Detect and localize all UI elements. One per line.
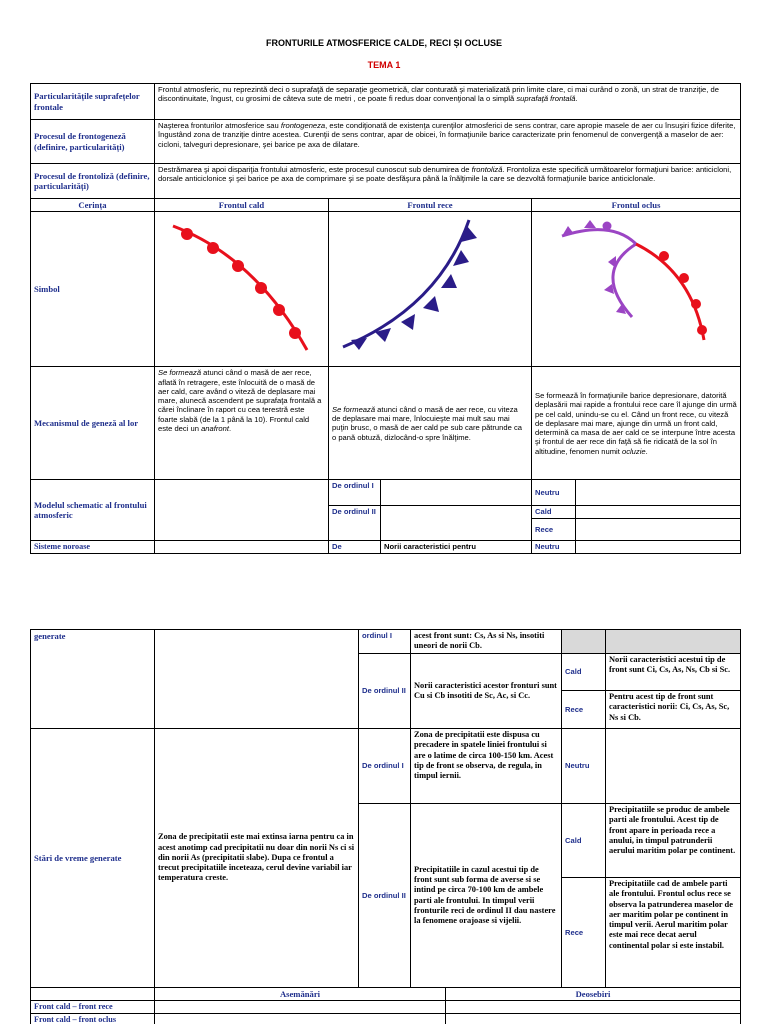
asemanari-cald-rece: [155, 1001, 446, 1014]
stari-ordinul-1-text: Zona de precipitatii este dispusa cu precadere in spatele liniei frontului si are o latime de circa 100-150 km. Acest tip de front se observa, de regula, in timpul iernii.: [411, 729, 562, 804]
stari-cald-oclus-text: Precipitatiile se produc de ambele parti ale frontului. Acest tip de front apare in perioada rece a anului, in timpul patrunderii aerului maritim polar pe continent.: [606, 804, 741, 878]
row-front-cald-front-oclus: Front cald – front oclus: [31, 1014, 155, 1024]
occluded-front-symbol: [532, 212, 739, 365]
model-rece-value: [576, 518, 741, 540]
model-ordinul-1-value: [381, 480, 532, 506]
deosebiri-cald-rece: [446, 1001, 741, 1014]
header-front-cald: Frontul cald: [155, 199, 329, 212]
sisteme-neutru-top-value: [576, 540, 741, 553]
mecanism-rece: Se formează atunci când o masă de aer rece, cu viteza de deplasare mai mare, înlocuieşte mai mult sau mai puţin brusc, o masă de aer cald pe sub care pătrunde ca o pană obtuză, dizlocând-o spre înălţime.: [329, 367, 532, 480]
occluded-front-triangle: [608, 256, 616, 268]
occluded-front-triangle: [584, 220, 596, 228]
model-de-ordinul-2: De ordinul II: [329, 506, 381, 540]
sisteme-rece-label: Rece: [562, 691, 606, 729]
header-cerinta: Cerința: [31, 199, 155, 212]
sisteme-norii-start: Norii caracteristici pentru: [381, 540, 532, 553]
sisteme-cald-top: [155, 540, 329, 553]
stari-rece-oclus-text: Precipitatiile cad de ambele parti ale frontului. Frontul oclus rece se observa la patrunderea maselor de aer maritim polar pe continent in timpul verii. Aerul maritim polar este mai rece decat aerul continental polar si este instabil.: [606, 878, 741, 988]
warm-front-semicircle: [232, 260, 244, 272]
occluded-front-semicircle: [691, 299, 701, 309]
text-frontogeneza: Naşterea fronturilor atmosferice sau frontogeneza, este condiţionată de existenţa curenţilor atmosferici de sens contrar, care apropie masele de aer cu însuşiri fizice diferite, îngustând zona de tranziţie dintre acestea. Curenţii de sens contrar, apar de obicei, în formaţiunile barice caracterizate prin fenomenul de convergenţă a maselor de aer: cicloni, talveguri depresionare, şei barice pe axa de dilatare.: [155, 120, 741, 164]
header-asemanari: Asemănări: [155, 988, 446, 1001]
model-neutru: Neutru: [532, 480, 576, 506]
row-front-cald-front-rece: Front cald – front rece: [31, 1001, 155, 1014]
mecanism-oclus: Se formează în formaţiunile barice depresionare, datorită deplasării mai rapide a frontului rece care îl ajunge din urmă pe cel cald, unindu-se cu el. Când un front rece, cu viteză de deplasare mai mare, ajunge din urmă un front cald, determină ca masa de aer cald ce se interpune între acesta şi frontul de aer rece din faţă să fie ridicată de la sol în altitudine, fenomen numit ocluzie.: [532, 367, 741, 480]
warm-front-semicircle: [273, 304, 285, 316]
model-cald: [155, 480, 329, 540]
warm-front-semicircle: [207, 242, 219, 254]
warm-front-symbol-cell: [155, 212, 329, 367]
cold-front-triangle: [401, 314, 415, 330]
comparison-table: [30, 987, 741, 1024]
warm-front-semicircle: [181, 228, 193, 240]
warm-front-semicircle: [255, 282, 267, 294]
stari-ordinul-2-text: Precipitatiile in cazul acestui tip de front sunt sub forma de averse si se intind pe circa 70-100 km de ambele parti ale frontului. In timpul verii fronturile reci de ordinul II dau nastere la fenomene orajoase si vijelii.: [411, 804, 562, 988]
stari-cald-text: Zona de precipitatii este mai extinsa iarna pentru ca in acest anotimp cad precipitatii nu doar din norii Ns ci si din norii As (precipitatii slabe). Dupa ce frontul a trecut precipitatiile inceteaza, cerul devine variabil iar temperatura creste.: [155, 729, 359, 988]
header-deosebiri: Deosebiri: [446, 988, 741, 1001]
sisteme-cald-text: Norii caracteristici acestui tip de front sunt Ci, Cs, As, Ns, Cb si Sc.: [606, 654, 741, 691]
model-ordinul-2-value: [381, 506, 532, 540]
mecanism-cald: Se formează atunci când o masă de aer rece, aflată în retragere, este înlocuită de o masă de aer cald, care având o viteză de deplasare mai mare, alunecă ascendent pe suprafaţa frontală a cărei înclinare în raport cu cea terestră este foarte slabă (de la 1 până la 10). Frontul cald este deci un anafront.: [155, 367, 329, 480]
warm-front-semicircle: [289, 327, 301, 339]
main-table-page2: [30, 629, 741, 988]
sisteme-neutru-cont-value: [606, 630, 741, 654]
warm-front-symbol: [155, 212, 327, 365]
cold-front-symbol-cell: [329, 212, 532, 367]
cold-front-triangle: [441, 274, 457, 288]
label-particularitati: Particularitățile suprafețelor frontale: [31, 84, 155, 120]
model-neutru-value: [576, 480, 741, 506]
stari-rece-label: Rece: [562, 878, 606, 988]
label-simbol: [31, 212, 155, 367]
label-model: Modelul schematic al frontului atmosferic: [31, 480, 155, 540]
stari-cald-label: Cald: [562, 804, 606, 878]
document-title: FRONTURILE ATMOSFERICE CALDE, RECI ȘI OCLUSE: [265, 38, 502, 48]
label-stari: Stări de vreme generate: [31, 729, 155, 988]
model-cald-value: [576, 506, 741, 518]
sisteme-neutru-cont: [562, 630, 606, 654]
label-frontogeneza: Procesul de frontogeneză (definire, particularități): [31, 120, 155, 164]
label-sisteme: Sisteme noroase: [31, 540, 155, 553]
warm-front-line: [173, 226, 307, 350]
asemanari-cald-oclus: [155, 1014, 446, 1024]
occluded-front-semicircle: [659, 251, 669, 261]
sisteme-cald-label: Cald: [562, 654, 606, 691]
cold-front-triangle: [423, 296, 439, 312]
header-front-oclus: Frontul oclus: [532, 199, 741, 212]
text-frontoliza: Destrămarea şi apoi dispariţia frontului atmosferic, este procesul cunoscut sub denumirea de frontoliză. Frontoliza este specifică următoarelor formaţiuni barice: anticicloni, dorsale anticiclonice şi şei barice pe axa de comprimare şi se poate desfăşura până la înălţimile la care se dezvoltă formaţiunile barice anticiclonale.: [155, 164, 741, 199]
sisteme-ordinul-1-cont: ordinul I: [359, 630, 411, 654]
sisteme-rece-text: Pentru acest tip de front sunt caracteristici norii: Ci, Cs, As, Sc, Ns si Cb.: [606, 691, 741, 729]
model-rece-label: Rece: [532, 518, 576, 540]
header-front-rece: Frontul rece: [329, 199, 532, 212]
simbol-label-text: Simbol: [34, 284, 60, 295]
occluded-front-line-a: [562, 230, 636, 317]
cold-front-symbol: [329, 212, 531, 365]
sisteme-de-ordinul-2: De ordinul II: [359, 654, 411, 729]
occluded-front-line-b: [636, 244, 704, 340]
sisteme-neutru-top: Neutru: [532, 540, 576, 553]
text-particularitati: Frontul atmosferic, nu reprezintă deci o suprafaţă de separaţie geometrică, clar conturată şi materializată prin limite clare, ci mai curând o zonă, un strat de tranziţie, de discontinuitate, îngust, cu grosimi de câteva sute de metri , ce poate fi redus doar convenţional la o simplă suprafaţă frontală.: [155, 84, 741, 120]
stari-neutru-label: Neutru: [562, 729, 606, 804]
sisteme-ordinul-1-text: acest front sunt: Cs, As si Ns, insotiti uneori de norii Cb.: [411, 630, 562, 654]
main-table-page1: [30, 83, 741, 554]
stari-de-ordinul-2: De ordinul II: [359, 804, 411, 988]
tema-label: TEMA 1: [367, 60, 401, 70]
sisteme-cald-cell: [155, 630, 359, 729]
stari-de-ordinul-1: De ordinul I: [359, 729, 411, 804]
comparison-empty-header: [31, 988, 155, 1001]
occluded-front-semicircle: [697, 325, 707, 335]
label-frontoliza: Procesul de frontoliză (definire, particularități): [31, 164, 155, 199]
occluded-front-semicircle: [603, 222, 612, 231]
model-cald-label: Cald: [532, 506, 576, 518]
model-de-ordinul-1: De ordinul I: [329, 480, 381, 506]
label-mecanism: Mecanismul de geneză al lor: [31, 367, 155, 480]
sisteme-ordinul-2-text: Norii caracteristici acestor fronturi sunt Cu si Cb insotiti de Sc, Ac, si Cc.: [411, 654, 562, 729]
occluded-front-semicircle: [679, 273, 689, 283]
deosebiri-cald-oclus: [446, 1014, 741, 1024]
stari-neutru-value: [606, 729, 741, 804]
occluded-front-symbol-cell: [532, 212, 741, 367]
label-sisteme-cont: generate: [31, 630, 155, 729]
sisteme-de: De: [329, 540, 381, 553]
